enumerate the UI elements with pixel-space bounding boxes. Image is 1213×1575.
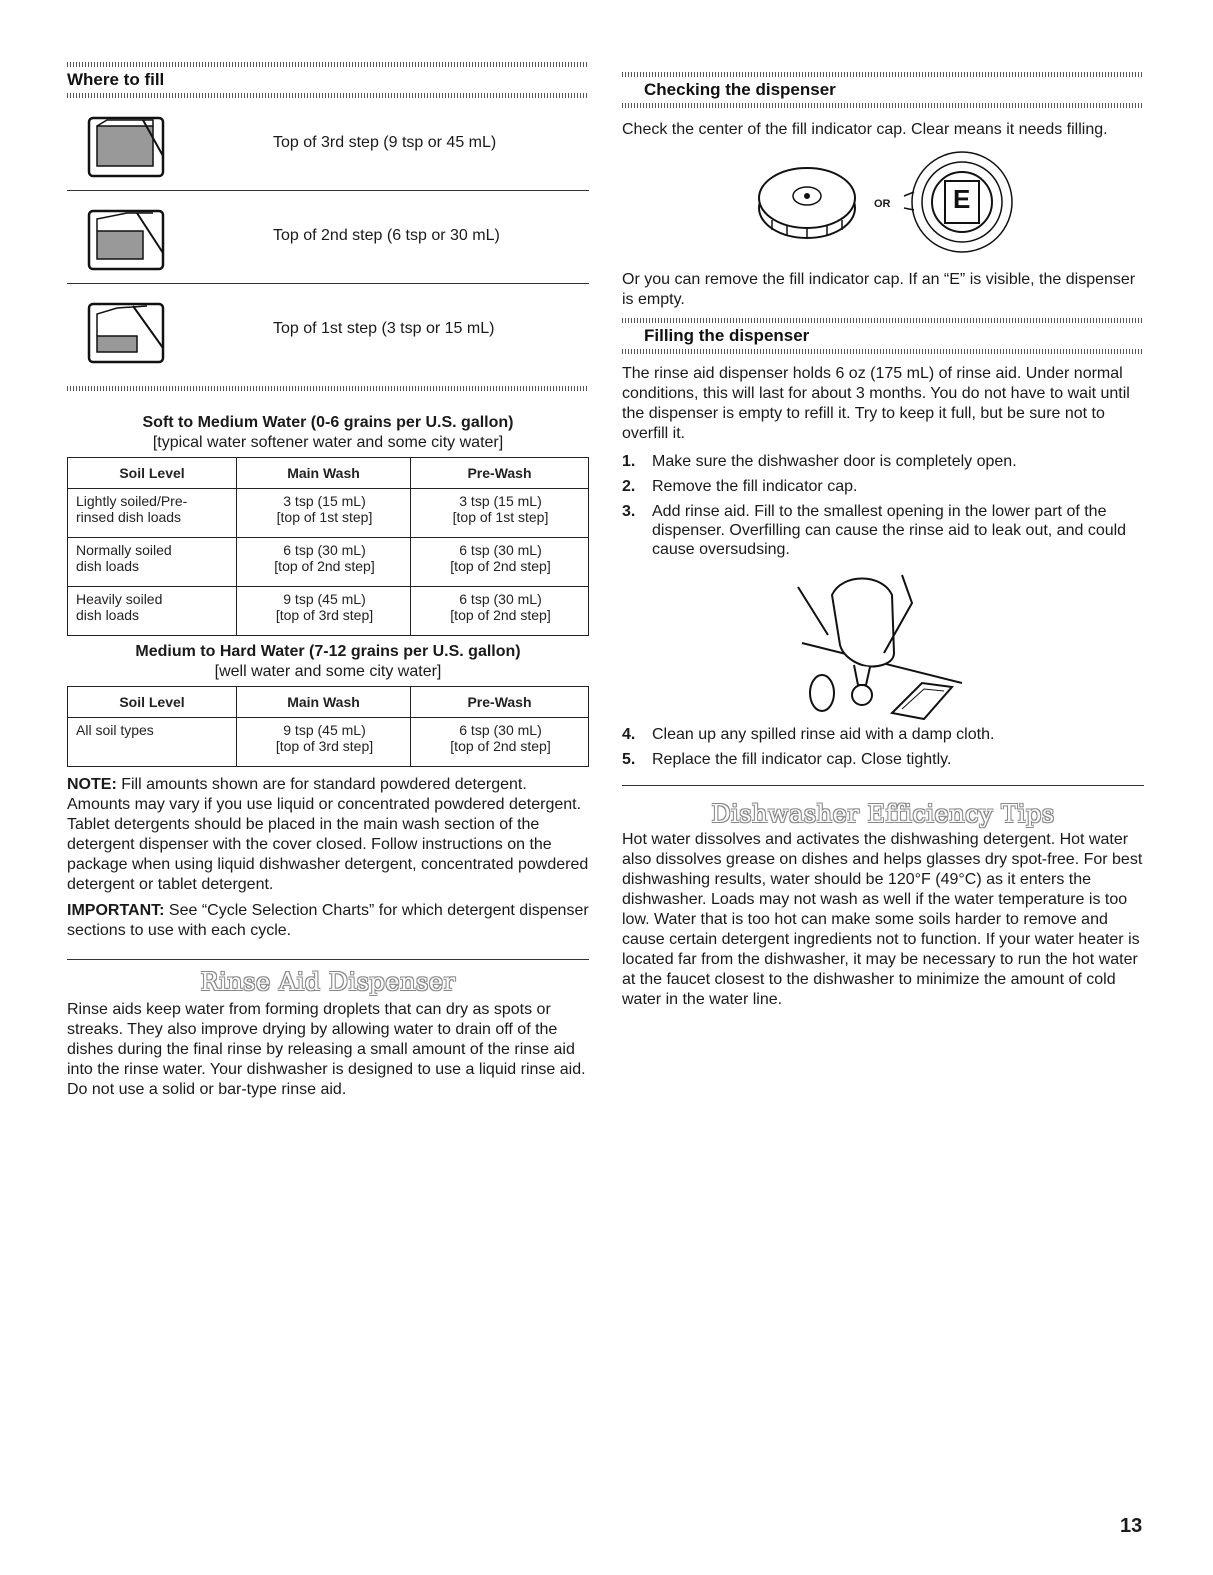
soil-cell: Normally soiled dish loads [68, 538, 237, 587]
filling-heading: Filling the dispenser [644, 326, 810, 345]
fill-row [67, 284, 589, 376]
right-column [622, 0, 1144, 1010]
column-header: Main Wash [237, 687, 411, 718]
table-row [68, 489, 589, 538]
step-text: Add rinse aid. Fill to the smallest opening in the lower part of the dispenser. Overfilling can cause the rinse aid to leak out, and could cause oversudsing. [652, 503, 1127, 558]
column-header: Pre-Wash [411, 687, 589, 718]
fill-row [67, 98, 589, 191]
table-header-row [68, 687, 589, 718]
main-wash-cell: 9 tsp (45 mL) [top of 3rd step] [237, 587, 411, 636]
steps-list [622, 452, 1144, 559]
fill-row [67, 191, 589, 284]
important-text: See “Cycle Selection Charts” for which detergent dispenser sections to use with each cycle. [67, 902, 589, 939]
main-wash-cell: 9 tsp (45 mL) [top of 3rd step] [237, 718, 411, 767]
rinse-aid-bottle-icon [792, 573, 962, 723]
fill-row-text: Top of 3rd step (9 tsp or 45 mL) [273, 134, 497, 151]
fill-indicator-cap-icon [752, 158, 862, 244]
step-number: 5. [622, 751, 636, 768]
step-text: Remove the fill indicator cap. [652, 478, 858, 495]
step-text: Replace the fill indicator cap. Close tightly. [652, 751, 952, 768]
step-text: Clean up any spilled rinse aid with a damp cloth. [652, 726, 995, 743]
soft-water-title: Soft to Medium Water (0-6 grains per U.S. gallon) [142, 414, 514, 431]
step-number: 1. [622, 453, 636, 470]
hard-water-title: Medium to Hard Water (7-12 grains per U.S. gallon) [135, 643, 521, 660]
table-row [68, 538, 589, 587]
checking-paragraph: Check the center of the fill indicator cap. Clear means it needs filling. [622, 121, 1108, 138]
soil-cell: Lightly soiled/Pre- rinsed dish loads [68, 489, 237, 538]
hard-water-subtitle: [well water and some city water] [214, 663, 442, 680]
pre-wash-cell: 3 tsp (15 mL) [top of 1st step] [411, 489, 589, 538]
pre-wash-cell: 6 tsp (30 mL) [top of 2nd step] [411, 538, 589, 587]
fill-row-text: Top of 2nd step (6 tsp or 30 mL) [273, 227, 500, 244]
dispenser-3rd-step-icon [87, 116, 165, 178]
list-item [622, 502, 1144, 559]
steps-list [622, 725, 1144, 769]
soft-water-subtitle: [typical water softener water and some city water] [152, 434, 504, 451]
table-row [68, 718, 589, 767]
note-text: Fill amounts shown are for standard powdered detergent. Amounts may vary if you use liquid or concentrated powdered detergent. Tablet detergents should be placed in the main wash section of the detergent dispenser with the cover closed. Follow instructions on the package when using liquid dishwasher detergent, concentrated powdered detergent or tablet detergent. [67, 776, 589, 893]
dispenser-2nd-step-icon [87, 209, 165, 271]
rinse-aid-illustration [622, 565, 1144, 725]
rinse-aid-paragraph: Rinse aids keep water from forming droplets that can dry as spots or streaks. They also improve drying by allowing water to drain off of the dishes during the final rinse by releasing a small amount of the rinse aid into the rinse water. Your dishwasher is designed to use a liquid rinse aid. Do not use a solid or bar-type rinse aid. [67, 1001, 586, 1098]
cap-illustration [622, 140, 1144, 260]
filling-paragraph: The rinse aid dispenser holds 6 oz (175 mL) of rinse aid. Under normal conditions, this will last for about 3 months. You do not have to wait until the dispenser is empty to refill it. Try to keep it full, but be sure not to overfill it. [622, 365, 1130, 442]
list-item [622, 452, 1144, 471]
column-header: Soil Level [68, 458, 237, 489]
list-item [622, 477, 1144, 496]
step-number: 4. [622, 726, 636, 743]
fill-rows [67, 98, 589, 376]
soil-cell: Heavily soiled dish loads [68, 587, 237, 636]
important-label: IMPORTANT: [67, 902, 165, 919]
soil-cell: All soil types [68, 718, 237, 767]
list-item [622, 750, 1144, 769]
efficiency-paragraph: Hot water dissolves and activates the dishwashing detergent. Hot water also dissolves grease on dishes and helps glasses dry spot-free. For best dishwashing results, water should be 120°F (49°C) as it enters the dishwasher. Loads may not wash as well if the water temperature is too low. Water that is too hot can make some soils harder to remove and cause certain detergent ingredients not to function. If your water heater is located far from the dishwasher, it may be necessary to run the hot water at the faucet closest to the dishwasher to minimize the amount of cold water in the water line. [622, 831, 1143, 1008]
remove-cap-paragraph: Or you can remove the fill indicator cap. If an “E” is visible, the dispenser is empty. [622, 271, 1136, 308]
page-number: 13 [1120, 1515, 1143, 1537]
list-item [622, 725, 1144, 744]
hard-water-table [67, 686, 589, 767]
or-label: OR [874, 198, 891, 210]
important-paragraph [67, 901, 589, 941]
pre-wash-cell: 6 tsp (30 mL) [top of 2nd step] [411, 587, 589, 636]
cap-e-letter: E [953, 184, 971, 214]
step-text: Make sure the dishwasher door is completely open. [652, 453, 1017, 470]
efficiency-title: Dishwasher Efficiency Tips [711, 800, 1055, 828]
where-to-fill-heading: Where to fill [67, 70, 165, 89]
step-number: 3. [622, 503, 636, 520]
note-paragraph [67, 775, 589, 895]
column-header: Pre-Wash [411, 458, 589, 489]
rinse-aid-title: Rinse Aid Dispenser [200, 968, 456, 996]
dispenser-1st-step-icon [87, 302, 165, 364]
main-wash-cell: 6 tsp (30 mL) [top of 2nd step] [237, 538, 411, 587]
main-wash-cell: 3 tsp (15 mL) [top of 1st step] [237, 489, 411, 538]
pre-wash-cell: 6 tsp (30 mL) [top of 2nd step] [411, 718, 589, 767]
column-header: Soil Level [68, 687, 237, 718]
soft-water-table [67, 457, 589, 636]
checking-heading: Checking the dispenser [644, 80, 836, 99]
left-column [67, 0, 589, 1100]
table-header-row [68, 458, 589, 489]
fill-row-text: Top of 1st step (3 tsp or 15 mL) [273, 320, 495, 337]
table-row [68, 587, 589, 636]
column-header: Main Wash [237, 458, 411, 489]
step-number: 2. [622, 478, 636, 495]
note-label: NOTE: [67, 776, 117, 793]
